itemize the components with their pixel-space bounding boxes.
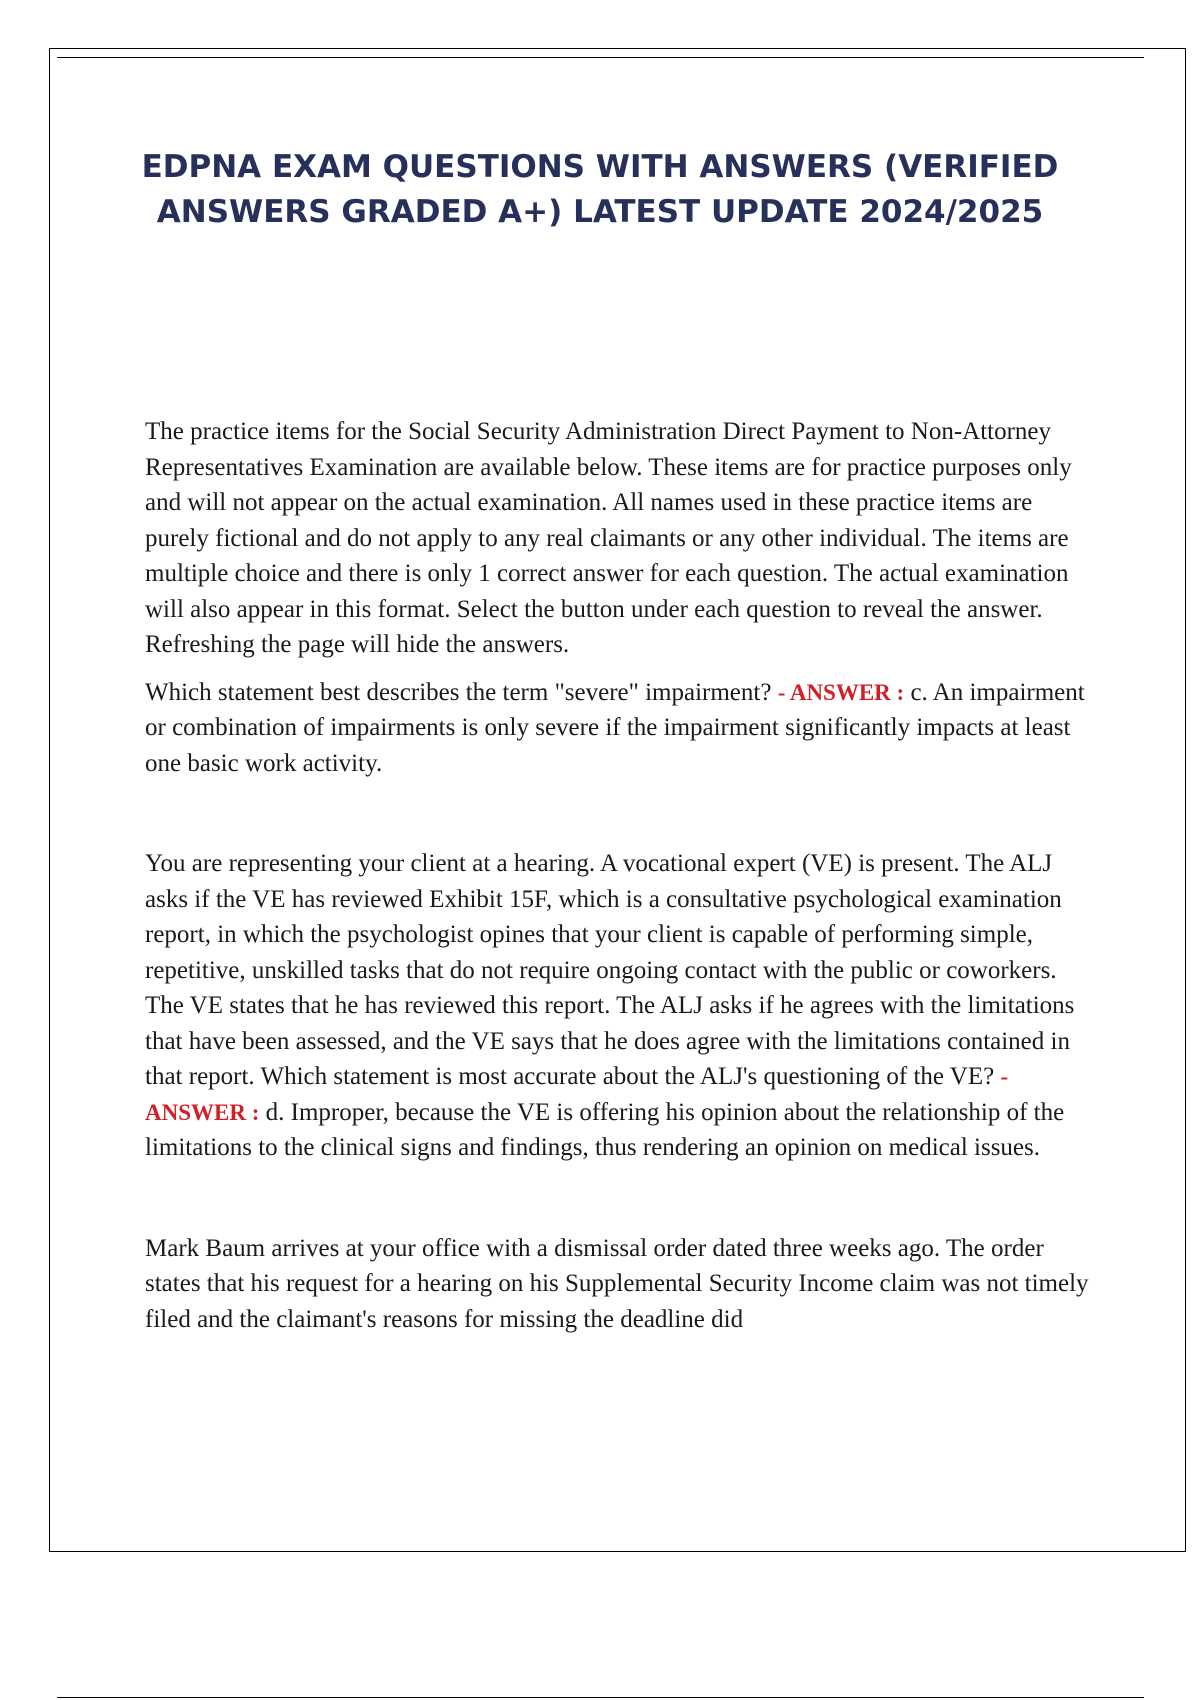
qa-item-2 (145, 846, 1090, 1166)
question-text: You are representing your client at a hearing. A vocational expert (VE) is present. The ALJ asks if the VE has reviewed Exhibit 15F, which is a consultative psychological examination report, in which the psychologist opines that your client is capable of performing simple, repetitive, unskilled tasks that do not require ongoing contact with the public or coworkers. The VE states that he has reviewed this report. The ALJ asks if he agrees with the limitations that have been assessed, and the VE says that he does agree with the limitations contained in that report. Which statement is most accurate about the ALJ's questioning of the VE? (145, 850, 1075, 1090)
intro-paragraph: The practice items for the Social Security Administration Direct Payment to Non-Attorney Representatives Examination are available below. These items are for practice purposes only and will not appear on the actual examination. All names used in these practice items are purely fictional and do not apply to any real claimants or any other individual. The items are multiple choice and there is only 1 correct answer for each question. The actual examination will also appear in this format. Select the button under each question to reveal the answer. Refreshing the page will hide the answers. (145, 418, 1072, 658)
question-text: Which statement best describes the term "severe" impairment? (145, 678, 772, 706)
answer-label: - ANSWER : (145, 1064, 1009, 1125)
answer-text: c. An impairment or combination of impairments is only severe if the impairment significantly impacts at least one basic work activity. (145, 678, 1085, 777)
qa-item-3 (145, 1231, 1090, 1338)
question-text: Mark Baum arrives at your office with a dismissal order dated three weeks ago. The order states that his request for a hearing on his Supplemental Security Income claim was not timely filed and the claimant's reasons for missing the deadline did (145, 1234, 1089, 1333)
document-body (145, 414, 1090, 1337)
document-title (100, 145, 1100, 235)
title-line-2: ANSWERS GRADED A+) LATEST UPDATE 2024/2025 (156, 194, 1044, 230)
answer-text: d. Improper, because the VE is offering his opinion about the relationship of the limitations to the clinical signs and findings, thus rendering an opinion on medical issues. (145, 1098, 1065, 1161)
title-line-1: EDPNA EXAM QUESTIONS WITH ANSWERS (VERIFIED (141, 149, 1059, 185)
top-divider (57, 57, 1144, 58)
bottom-divider (57, 1697, 1144, 1698)
qa-item-1 (145, 675, 1090, 782)
answer-label: - ANSWER : (777, 679, 905, 705)
